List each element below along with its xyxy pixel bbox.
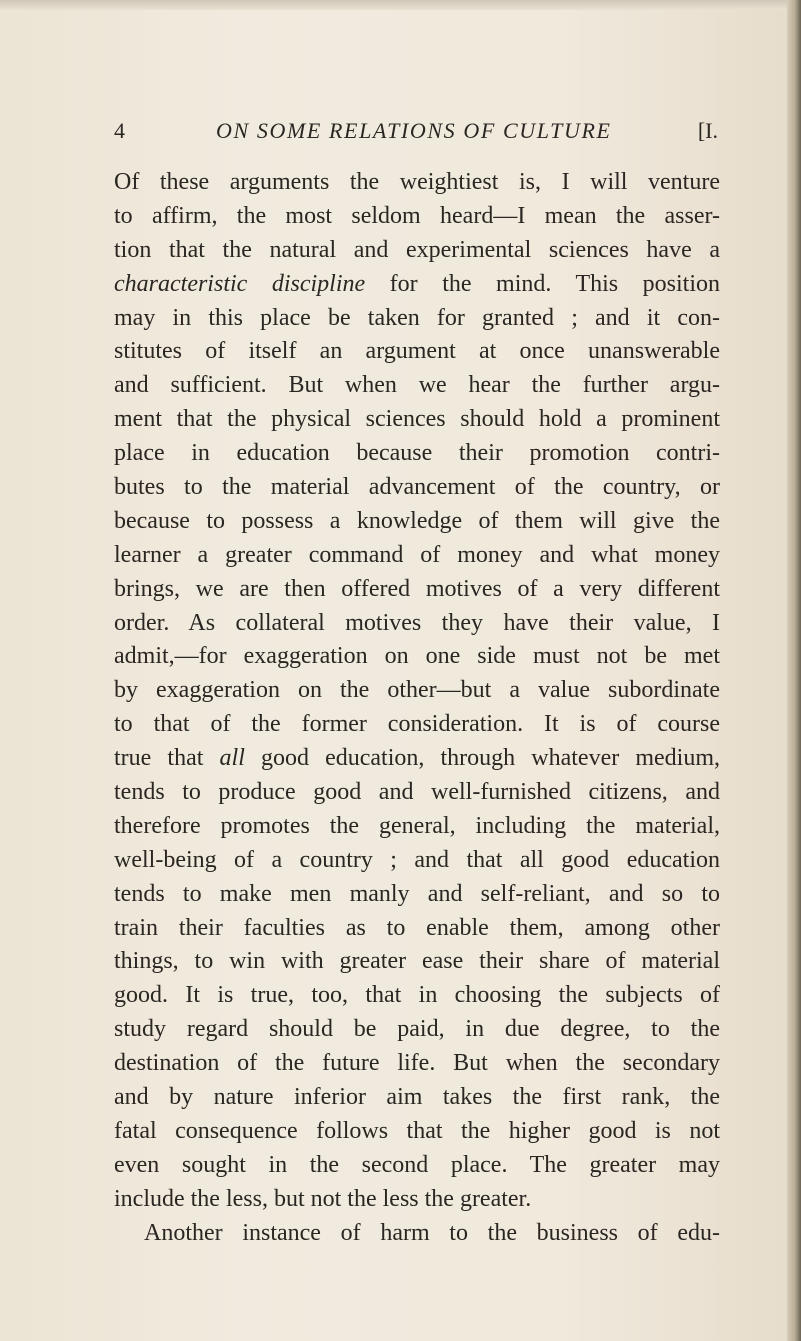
text-line: things, to win with greater ease their share of material — [114, 948, 720, 975]
italic-phrase: characteristic discipline — [114, 270, 366, 297]
text-line: to that of the former consideration. It is of course — [114, 711, 720, 738]
text-line: place in education because their promotion contri- — [114, 440, 720, 467]
text-line: tends to make men manly and self-reliant, and so to — [114, 880, 720, 907]
text-line — [114, 268, 720, 302]
text-line: study regard should be paid, in due degree, to the — [114, 1016, 720, 1043]
text-line: and by nature inferior aim takes the first rank, the — [114, 1084, 720, 1111]
text-run: true that — [114, 745, 220, 772]
text-line — [114, 234, 720, 268]
text-line: destination of the future life. But when the secondary — [114, 1050, 720, 1077]
text-line: order. As collateral motives they have their value, I — [114, 609, 720, 636]
page-spine-edge — [787, 0, 801, 1341]
page-number: 4 — [114, 118, 125, 143]
text-line: Of these arguments the weightiest is, I will venture — [114, 169, 720, 195]
page-top-edge — [0, 0, 801, 10]
text-line: good. It is true, too, that in choosing the subjects of — [114, 982, 720, 1009]
text-line: Another instance of harm to the business of edu- — [144, 1219, 720, 1246]
text-line: include the less, but not the less the greater. — [114, 1185, 532, 1212]
text-line: butes to the material advancement of the country, or — [114, 474, 720, 501]
body-text — [114, 166, 720, 1251]
text-line: may in this place be taken for granted ; and it con- — [114, 304, 720, 331]
text-line: well-being of a country ; and that all good education — [114, 846, 720, 873]
text-line: even sought in the second place. The greater may — [114, 1151, 720, 1178]
text-line: to affirm, the most seldom heard—I mean the asser- — [114, 202, 720, 229]
text-run: tion that the natural and experimental sciences have a — [114, 236, 720, 263]
running-title: ON SOME RELATIONS OF CULTURE — [216, 118, 612, 143]
text-line: because to possess a knowledge of them will give the — [114, 507, 720, 534]
text-line: fatal consequence follows that the higher good is not — [114, 1117, 720, 1144]
text-line — [114, 742, 720, 776]
text-line: and sufficient. But when we hear the further argu- — [114, 372, 720, 399]
italic-word: all — [219, 745, 245, 772]
text-line: admit,—for exaggeration on one side must not be met — [114, 643, 720, 670]
text-line: ment that the physical sciences should hold a prominent — [114, 406, 720, 433]
text-line: by exaggeration on the other—but a value subordinate — [114, 677, 720, 704]
text-run: good education, through whatever medium, — [244, 745, 720, 772]
text-line: train their faculties as to enable them, among other — [114, 914, 720, 941]
text-line: learner a greater command of money and what money — [114, 541, 720, 568]
text-line: brings, we are then offered motives of a very different — [114, 575, 720, 602]
page-header — [114, 118, 718, 148]
text-run: for the mind. This position — [365, 270, 721, 297]
chapter-mark: [I. — [697, 118, 718, 143]
text-line: tends to produce good and well-furnished citizens, and — [114, 779, 720, 806]
text-line: therefore promotes the general, including the material, — [114, 812, 720, 839]
text-line: stitutes of itself an argument at once unanswerable — [114, 338, 720, 365]
